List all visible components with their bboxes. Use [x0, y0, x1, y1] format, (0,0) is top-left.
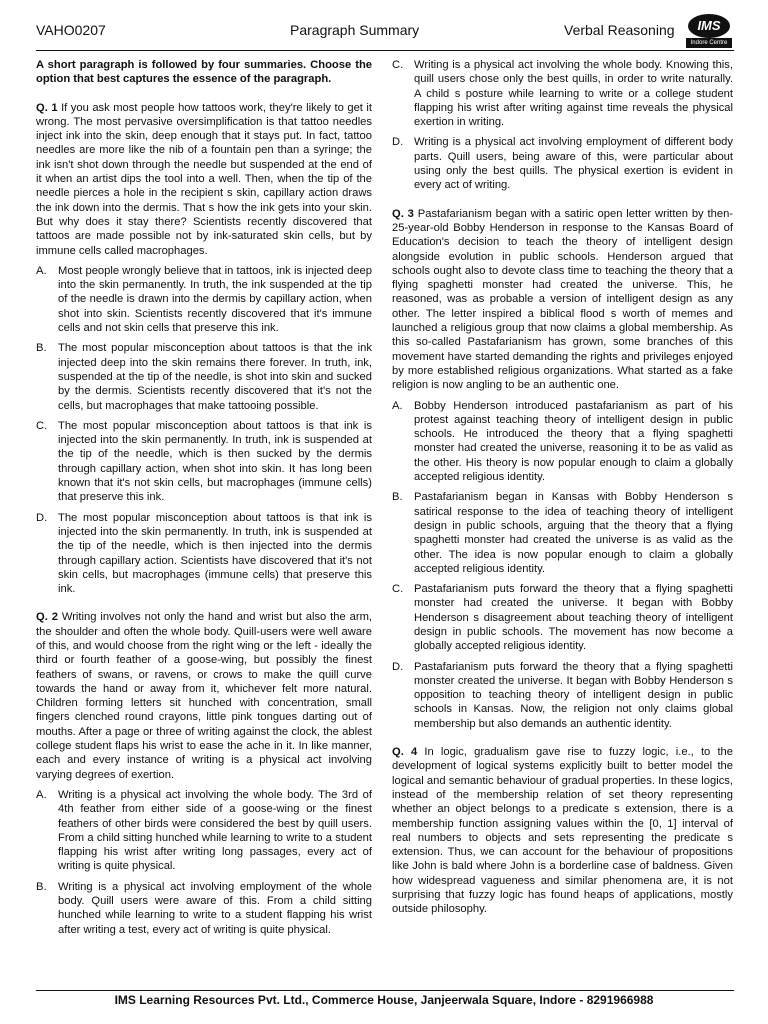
option-3b: [392, 490, 733, 576]
option-text: Pastafarianism puts forward the theory that a flying spaghetti monster had created the universe. It began with Bobby Henderson s disagreement about teaching theory of intelligent design in public schools. The movement has now become a globally accepted religious identity.: [414, 583, 733, 653]
option-text: Pastafarianism began in Kansas with Bobby Henderson s satirical response to the idea of teaching theory of intelligent design in public schools, arguing that the theory that a flying spaghetti monster had created the universe is as valid as the other. The idea is now popular enough to claim a globally accepted religious identity.: [414, 491, 733, 575]
option-text: Writing is a physical act involving the whole body. Knowing this, quill users chose only the best quills, in order to write naturally. A child s posture while learning to write or a college student flapping his wrist after writing against time reveals the physical exertion in writing.: [414, 59, 733, 129]
question-text: Writing involves not only the hand and wrist but also the arm, the shoulder and often the whole body. Quill-users were well aware of this, and would choose from the right wing or the left - ideally the third or fourth feather of a goose-wing, but possibly the finest feathers of swans, or ravens, or crows to make the quill curve towards the hand or away from it, whichever felt more natural. Children forming letters sit hunched with concentration, small fingers clenched round crayons, little pink tongues darting out of mouths. After a page or three of writing against the clock, the ablest college student flaps his wrist to ease the ache in it. In like manner, each and every instance of writing is a physical act involving varying degrees of exertion.: [36, 611, 372, 781]
right-column: [392, 58, 733, 917]
option-label: C.: [36, 419, 48, 432]
document-code: VAHO0207: [36, 22, 106, 38]
question-number: Q. 1: [36, 101, 58, 114]
option-2a: [36, 788, 372, 874]
option-1c: [36, 419, 372, 505]
question-2: [36, 610, 372, 782]
option-3d: [392, 660, 733, 731]
option-label: C.: [392, 59, 404, 71]
question-number: Q. 3: [392, 207, 414, 220]
option-label: D.: [392, 136, 404, 149]
option-label: A.: [36, 788, 47, 801]
page-header: [36, 14, 736, 50]
option-1a: [36, 264, 372, 335]
option-label: B.: [36, 880, 47, 893]
option-text: The most popular misconception about tattoos is that ink is injected into the skin permanently. In truth, ink is suspended at the tip of the needle, which is then injected into the dermis through capillary action. Scientists have discovered that it's not skin cells, but macrophages (immune cells) that preserve this ink.: [58, 511, 372, 596]
option-label: D.: [36, 511, 48, 524]
header-divider: [36, 50, 734, 51]
ims-logo: [686, 14, 732, 50]
option-text: Writing is a physical act involving employment of different body parts. Quill users, being aware of this, were particular about using only the best quills. The physical exertion is evident in every act of writing.: [414, 136, 733, 192]
option-2b: [36, 880, 372, 937]
footer-divider: [36, 990, 734, 991]
option-label: D.: [392, 660, 404, 673]
option-text: Pastafarianism puts forward the theory that a flying spaghetti monster created the universe. It began with Bobby Henderson s opposition to teaching theory of intelligent design in public schools in Kansas. Now, the religion not only claims global membership but also demands an authentic identity.: [414, 660, 733, 730]
option-text: Most people wrongly believe that in tattoos, ink is injected deep into the skin permanently. In truth, the ink suspended at the tip of the needle is drawn into the dermis by capillary action, when shot into skin. Scientists recently discovered that it's immune cells and not skin cells that preserve this ink.: [58, 264, 372, 335]
question-number: Q. 2: [36, 611, 58, 624]
option-label: C.: [392, 583, 404, 596]
option-text: Writing is a physical act involving employment of the whole body. Quill users were aware of this. From a child sitting hunched while learning to write to a student flapping his wrist after writing a test, every act of writing is quite physical.: [58, 880, 372, 936]
option-label: A.: [36, 264, 47, 277]
left-column: [36, 58, 372, 937]
option-label: A.: [392, 399, 403, 412]
option-1b: [36, 341, 372, 412]
question-number: Q. 4: [392, 746, 418, 759]
question-text: Pastafarianism began with a satiric open letter written by then-25-year-old Bobby Henderson in response to the Kansas Board of Education's decision to teach the theory of intelligent design alongside evolution in public schools. Henderson argued that schools ought also to devote class time to teaching the theory that a flying spaghetti monster had created the universe. This, he reasoned, was as probable a version of intelligent design as any other. The letter inspired a biblical flood s worth of memes and launched a religious group that now claims a global membership. As this so-called Pastafarianism has grown, some branches of this movement have started demanding the rights and privileges enjoyed by more established religious organizations. What started as a fake religion is now angling to be an authentic one.: [392, 207, 734, 392]
option-2c: [392, 58, 733, 129]
question-3: [392, 207, 733, 393]
option-3c: [392, 582, 733, 653]
question-text: If you ask most people how tattoos work, they're likely to get it wrong. The most pervasive oversimplification is that tattoo needles inject ink into the skin, deep enough that it stays put. In fact, tattoo needles are more like the nib of a fountain pen than a syringe; the ink isn't shot down through the needle but suspended at the end of it when an artist dips the tool into a well. Then, when the tip of the needle pierces a hole in the recipient s skin, capillary action draws the ink down into the dermis. That s how the ink gets into your skin. But why does it stay there? Scientists recently discovered that tattoos are made possible not by ink-saturated skin cells, but by immune cells called macrophages.: [36, 101, 373, 257]
instruction: A short paragraph is followed by four summaries. Choose the option that best captures the essence of the paragraph.: [36, 59, 372, 86]
option-text: The most popular misconception about tattoos is that the ink injected deep into the skin remains there forever. In truth, ink, suspended at the tip of the needle, is shot into skin and sucked by the dermis. Scientists recently discovered that it's not the cells, but macrophages that make tattooing possible.: [58, 342, 372, 412]
question-4: [392, 745, 733, 917]
document-title: Paragraph Summary: [290, 22, 420, 38]
option-label: B.: [36, 342, 47, 355]
option-3a: [392, 399, 733, 485]
question-1: [36, 101, 372, 258]
option-text: The most popular misconception about tattoos is that ink is injected into the skin permanently. In truth, ink is suspended at the tip of the needle, which is then sucked by the dermis through capillary action, when shot into skin. It has long been known that it's not skin cells, but macrophages (immune cells) that preserve this ink.: [58, 419, 372, 504]
subject-label: Verbal Reasoning: [564, 22, 675, 38]
logo-mark: IMS: [688, 14, 730, 38]
page-footer: IMS Learning Resources Pvt. Ltd., Commerce House, Janjeerwala Square, Indore - 8291966988: [114, 993, 654, 1007]
logo-subtext: Indore Centre: [686, 38, 732, 48]
option-label: B.: [392, 491, 403, 504]
option-2d: [392, 135, 733, 192]
option-text: Writing is a physical act involving the whole body. The 3rd of 4th feather from either side of a goose-wing or the finest feathers of other birds were considered the best by quill users. From a child sitting hunched while learning to write to a student flapping his wrist after writing long passages, every act of writing is quite physical.: [58, 788, 372, 873]
option-text: Bobby Henderson introduced pastafarianism as part of his protest against teaching theory of intelligent design in public schools. He introduced the theory that a flying spaghetti monster had created the universe, reasoning it to be as valid as the other. His theory is now popular enough to claim a globally accepted religious identity.: [414, 399, 733, 484]
question-text: In logic, gradualism gave rise to fuzzy logic, i.e., to the development of logical systems explicitly built to better model the logical and semantic behaviour of gradual properties. In these logics, instead of the membership relation of set theory representing whether an object belongs to a predicate s extension, there is a membership function assigning values within the [0, 1] interval of real numbers to objects and sets representing the predicate s extension. Thus, we can account for the behaviour of propositions like John is bald where John is a borderline case of baldness. Given how widespread vagueness and similar phenomena are, it is not surprising that fuzzy logic has found heaps of applications, mostly outside philosophy.: [392, 746, 733, 916]
option-1d: [36, 511, 372, 597]
